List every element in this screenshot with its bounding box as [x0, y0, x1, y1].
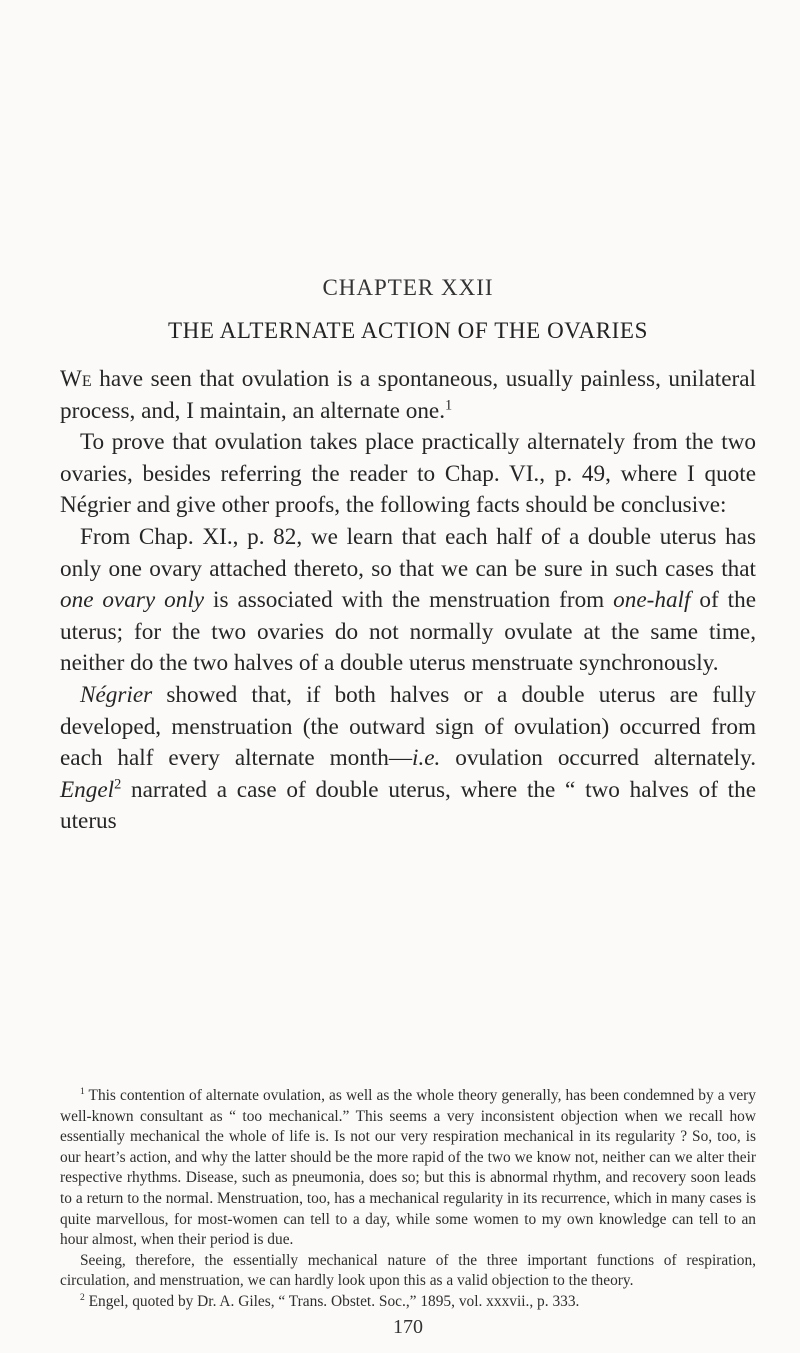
- footnote-2: $^2$ Engel, quoted by Dr. A. Giles, “ Trans. Obstet. Soc.,” 1895, vol. xxxvii., p. 333.: [80, 1291, 580, 1310]
- emphasis-negrier: Négrier: [80, 681, 153, 708]
- emphasis-engel: Engel: [60, 776, 115, 803]
- emphasis-ie: i.e.: [412, 745, 441, 772]
- page-number: 170: [393, 1316, 423, 1338]
- footnote-1-continued: Seeing, therefore, the essentially mechanical nature of the three important functions of respiration, circulation, and menstruation, we can hardly look upon this as a valid objection to the theory.: [60, 1251, 756, 1290]
- paragraph-3: From Chap. XI., p. 82, we learn that each half of a double uterus has only one ovary attached thereto, so that we can be sure in such cases that one ovary only is associated with the menstruation from one-half of the uterus; for the two ovaries do not normally ovulate at the same time, neither do the two halves of a double uterus menstruate synchronously.: [60, 523, 756, 677]
- footnote-1: $^1$ This contention of alternate ovulation, as well as the whole theory generally, has been condemned by a very well-known consultant as “ too mechanical.” This seems a very inconsistent objection when we recall how essentially mechanical the whole of life is. Is not our very respiration mechanical in its regularity ? So, too, is our heart’s action, and why the latter should be the more rapid of the two we know not, neither can we alter their respective rhythms. Disease, such as pneumonia, does so; but this is abnormal rhythm, and recovery soon leads to a return to the normal. Menstruation, too, has a mechanical regularity in its recurrence, which in many cases is quite marvellous, for most-women can tell to a day, while some women to my own knowledge can tell to an hour almost, when their period is due.: [60, 1085, 756, 1249]
- footnotes: [60, 1086, 756, 1313]
- emphasis-one-ovary-only: one ovary only: [60, 587, 205, 614]
- paragraph-1-text: have seen that ovulation is a spontaneous, usually painless, unilateral process, and, I maintain, an alternate one.: [60, 366, 756, 424]
- footnote-2-marker: 2: [80, 1291, 85, 1303]
- body-text: [60, 364, 756, 838]
- opening-word: We: [60, 366, 92, 392]
- footnote-1-marker: 1: [80, 1085, 85, 1097]
- chapter-number: CHAPTER XXII: [322, 275, 494, 300]
- paragraph-2: To prove that ovulation takes place practically alternately from the two ovaries, besides referring the reader to Chap. VI., p. 49, where I quote Négrier and give other proofs, the following facts should be conclusive:: [60, 429, 756, 519]
- footnote-ref-1: 1: [445, 396, 453, 413]
- paragraph-1: [60, 364, 756, 427]
- footnote-ref-2: 2: [114, 775, 122, 792]
- paragraph-4: Négrier showed that, if both halves or a double uterus are fully developed, menstruation (the outward sign of ovulation) occurred from each half every alternate month—i.e. ovulation occurred alternately. Engel$^2$ narrated a case of double uterus, where the “ two halves of the uterus: [60, 681, 756, 835]
- emphasis-one-half: one-half: [613, 587, 691, 614]
- chapter-title: THE ALTERNATE ACTION OF THE OVARIES: [168, 318, 648, 343]
